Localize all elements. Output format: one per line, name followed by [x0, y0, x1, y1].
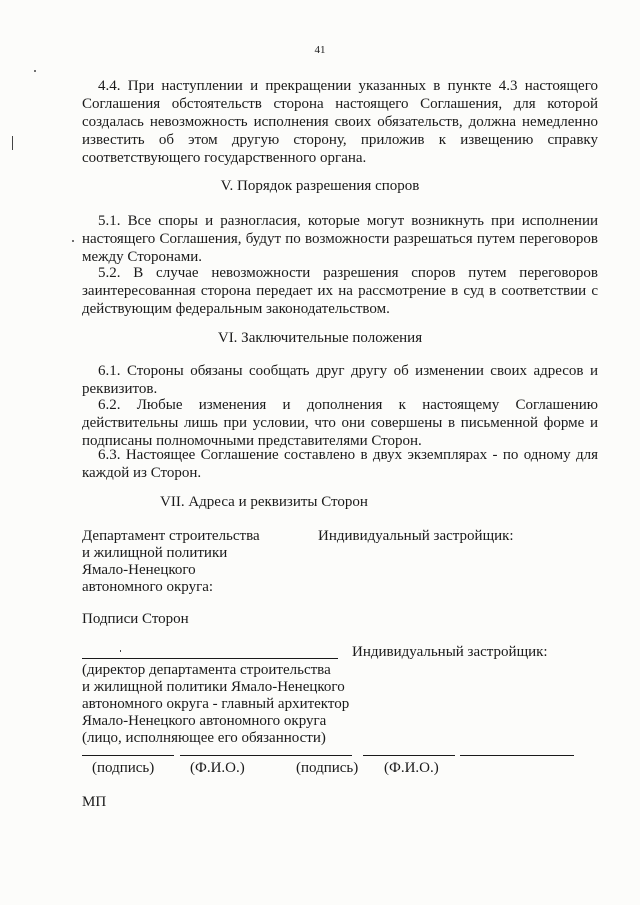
director-note: [82, 662, 349, 747]
department-party-block: [82, 528, 260, 596]
director-note-line-5: (лицо, исполняющее его обязанности): [82, 730, 326, 746]
section-6-heading: VI. Заключительные положения: [217, 330, 423, 346]
director-note-line-4: Ямало-Ненецкого автономного округа: [82, 713, 327, 729]
clause-6-2-text: 6.2. Любые изменения и дополнения к настоящему Соглашению действительны лишь при условии, что они совершены в письменной форме и подписаны полномочными представителями Сторон.: [82, 397, 598, 449]
director-note-line-1: (директор департамента строительства: [82, 662, 331, 678]
scan-dot-low: [120, 650, 121, 652]
section-7-heading: VII. Адреса и реквизиты Сторон: [160, 494, 368, 510]
section-5-heading: V. Порядок разрешения споров: [220, 178, 420, 194]
clause-6-1-text: 6.1. Стороны обязаны сообщать друг другу об изменении своих адресов и реквизитов.: [82, 363, 598, 397]
department-line-1: Департамент строительства: [82, 528, 260, 544]
signature-caption-1: (подпись): [92, 760, 155, 776]
stamp-place: МП: [82, 794, 107, 810]
director-note-line-2: и жилищной политики Ямало-Ненецкого: [82, 679, 345, 695]
fio-line-1: [180, 755, 352, 756]
page-number: 41: [314, 44, 326, 56]
scan-dot-top: [34, 70, 36, 72]
clause-5-1: [82, 212, 598, 266]
fio-caption-2: (Ф.И.О.): [384, 760, 439, 776]
fio-caption-1: (Ф.И.О.): [190, 760, 245, 776]
department-line-4: автономного округа:: [82, 579, 214, 595]
clause-6-3: [82, 446, 598, 482]
signature-caption-2: (подпись): [296, 760, 359, 776]
signatures-title: Подписи Сторон: [82, 611, 189, 627]
department-line-3: Ямало-Ненецкого: [82, 562, 196, 578]
department-line-2: и жилищной политики: [82, 545, 228, 561]
clause-5-2: [82, 264, 598, 318]
signature-line-1: [82, 755, 174, 756]
clause-6-3-text: 6.3. Настоящее Соглашение составлено в двух экземплярах - по одному для каждой из Сторон.: [82, 447, 598, 481]
developer-party-label: Индивидуальный застройщик:: [318, 528, 514, 544]
scan-dot-mid: [72, 240, 74, 242]
clause-4-4: [82, 77, 598, 167]
clause-6-2: [82, 396, 598, 450]
clause-5-1-text: 5.1. Все споры и разногласия, которые могут возникнуть при исполнении настоящего Соглашения, будут по возможности разрешаться путем переговоров между Сторонами.: [82, 213, 598, 265]
developer-signature-label: Индивидуальный застройщик:: [352, 644, 548, 660]
clause-5-2-text: 5.2. В случае невозможности разрешения споров путем переговоров заинтересованная сторона передает их на рассмотрение в суд в соответствии с действующим федеральным законодательством.: [82, 265, 598, 317]
scan-mark-left: [12, 136, 13, 150]
clause-4-4-text: 4.4. При наступлении и прекращении указанных в пункте 4.3 настоящего Соглашения обстоятельств сторона настоящего Соглашения, для которой создалась невозможность исполнения своих обязательств, должна немедленно известить об этом другую сторону, приложив к извещению справку соответствующего государственного органа.: [82, 78, 598, 166]
department-signature-line: [82, 658, 338, 659]
director-note-line-3: автономного округа - главный архитектор: [82, 696, 350, 712]
clause-6-1: [82, 362, 598, 398]
fio-line-2: [460, 755, 574, 756]
signature-line-2: [363, 755, 455, 756]
